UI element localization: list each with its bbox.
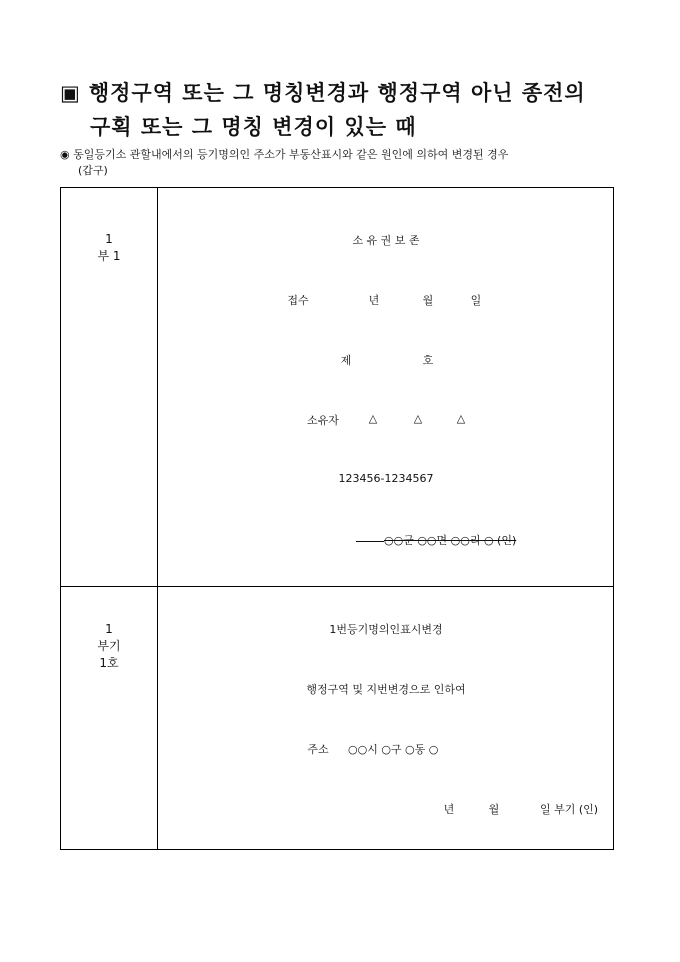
- address-label: 주소: [307, 743, 329, 756]
- receipt-year: 년: [368, 294, 380, 307]
- rank-sub: 부 1: [97, 249, 121, 263]
- date-month: 월: [488, 803, 500, 816]
- register-row-1: [61, 188, 613, 587]
- owner-label: 소유자: [307, 414, 339, 427]
- address-value: ○○시 ○구 ○동 ○: [348, 743, 439, 756]
- rank-cell-2: [61, 587, 158, 849]
- heading-text-1: 행정구역 또는 그 명칭변경과 행정구역 아닌 종전의: [88, 80, 586, 105]
- rank-number: 1: [105, 232, 113, 246]
- owner-mark-2: △: [413, 412, 423, 425]
- date-day-annotation: 일 부기 (인): [540, 803, 599, 816]
- strike-lead-line: [356, 541, 384, 542]
- owner-mark-1: △: [368, 412, 378, 425]
- circle-bullet-icon: ◉: [60, 148, 70, 161]
- section-heading: [60, 76, 640, 144]
- rank-sub-no: 1호: [99, 656, 119, 670]
- entry-cell-1: [158, 188, 613, 586]
- registration-cause: 행정구역 및 지번변경으로 인하여: [306, 683, 466, 696]
- rank-sub: 부기: [97, 639, 121, 653]
- rank-cell-1: [61, 188, 158, 586]
- date-year: 년: [443, 803, 455, 816]
- number-prefix: 제: [340, 354, 352, 367]
- registration-purpose: 소 유 권 보 존: [352, 234, 420, 247]
- square-bullet-icon: ▣: [60, 80, 81, 105]
- note-text-1: 동일등기소 관할내에서의 등기명의인 주소가 부동산표시와 같은 원인에 의하여 변경된 경우: [73, 148, 509, 161]
- receipt-day: 일: [470, 294, 482, 307]
- heading-line-2: 구획 또는 그 명칭 변경이 있는 때: [90, 114, 417, 139]
- struck-address: ○○군 ○○면 ○○리 ○ (인): [384, 534, 517, 547]
- entry-cell-2: [158, 587, 613, 849]
- case-note: [60, 147, 620, 179]
- receipt-month: 월: [422, 294, 434, 307]
- number-suffix: 호: [422, 354, 434, 367]
- note-text-2: (갑구): [78, 164, 108, 177]
- resident-number: 123456-1234567: [338, 472, 434, 485]
- receipt-label: 접수: [287, 294, 309, 307]
- heading-line-1: [60, 80, 586, 105]
- registration-purpose: 1번등기명의인표시변경: [329, 623, 443, 636]
- owner-mark-3: △: [456, 412, 466, 425]
- register-form: [60, 187, 614, 850]
- register-row-2: [61, 587, 613, 849]
- rank-number: 1: [105, 622, 113, 636]
